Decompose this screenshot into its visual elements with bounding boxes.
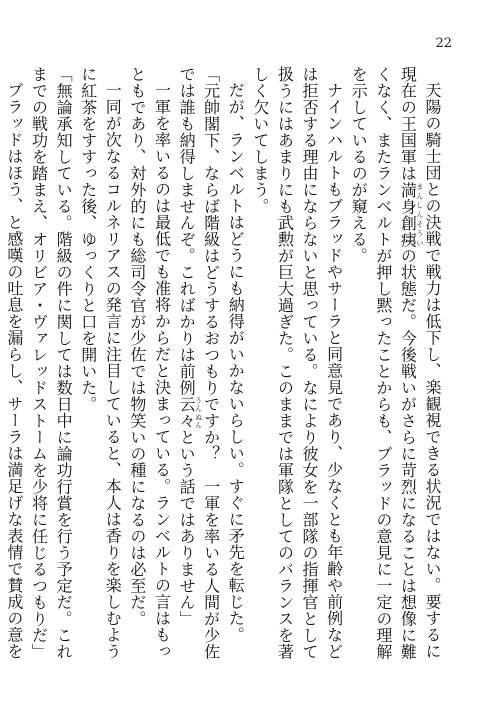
paragraph-1: 天陽の騎士団との決戦で戦力は低下し、楽観視できる状況ではない。要するに現在の王国軍は満身創痍まんしんそういの状態だ。今後戦いがさらに苛烈になることは想像に難くなく、またランベルトが押し黙ったことからも、ブラッドの意見に一定の理解を示しているのが窺える。 [349,66,442,660]
paragraph-6: 一同が次なるコルネリアスの発言に注目していると、本人は香りを楽しむように紅茶をすすった後、ゆっくりと口を開いた。 [78,66,123,660]
vertical-body-text [0,66,444,664]
paragraph-8: ブラッドはほう、と感嘆の吐息を漏らし、サーラは満足げな表情で賛成の意を [4,82,24,660]
paragraph-3: だが、ランベルトはどうにも納得がいかないらしい。すぐに矛先を転じた。 [226,82,246,643]
paragraph-4-dialogue: 「元帥閣下、ならば階級はどうするおつもりですか？ 一軍を率いる人間が少佐では誰も納得しませんぞ。こればかりは前例云々うんぬんという話ではありません」 [177,66,221,660]
paragraph-5: 一軍を率いるのは最低でも准将からだと決まっている。ランベルトの言はもっともであり、対外的にも総司令官が少佐では物笑いの種になるのは必至だ。 [127,66,172,660]
page-number: 22 [435,36,452,51]
ruby-word: 満身創痍まんしんそうい [398,181,424,248]
paragraph-7-dialogue: 「無論承知している。階級の件に関しては数日中に論功行賞を行う予定だ。これまでの戦功を踏まえ、オリビア・ヴァレッドストームを少将に任じるつもりだ」 [29,66,74,660]
paragraph-2: ナインハルトもブラッドやサーラと同意見であり、少なくとも年齢や前例などは拒否する理由にならないと思っている。なにより彼女を一部隊の指揮官として扱うにはあまりにも武勲が巨大過ぎた。このままでは軍隊としてのバランスを著しく欠いてしまう。 [250,66,344,660]
ruby-word: 云々うんぬん [177,396,203,429]
